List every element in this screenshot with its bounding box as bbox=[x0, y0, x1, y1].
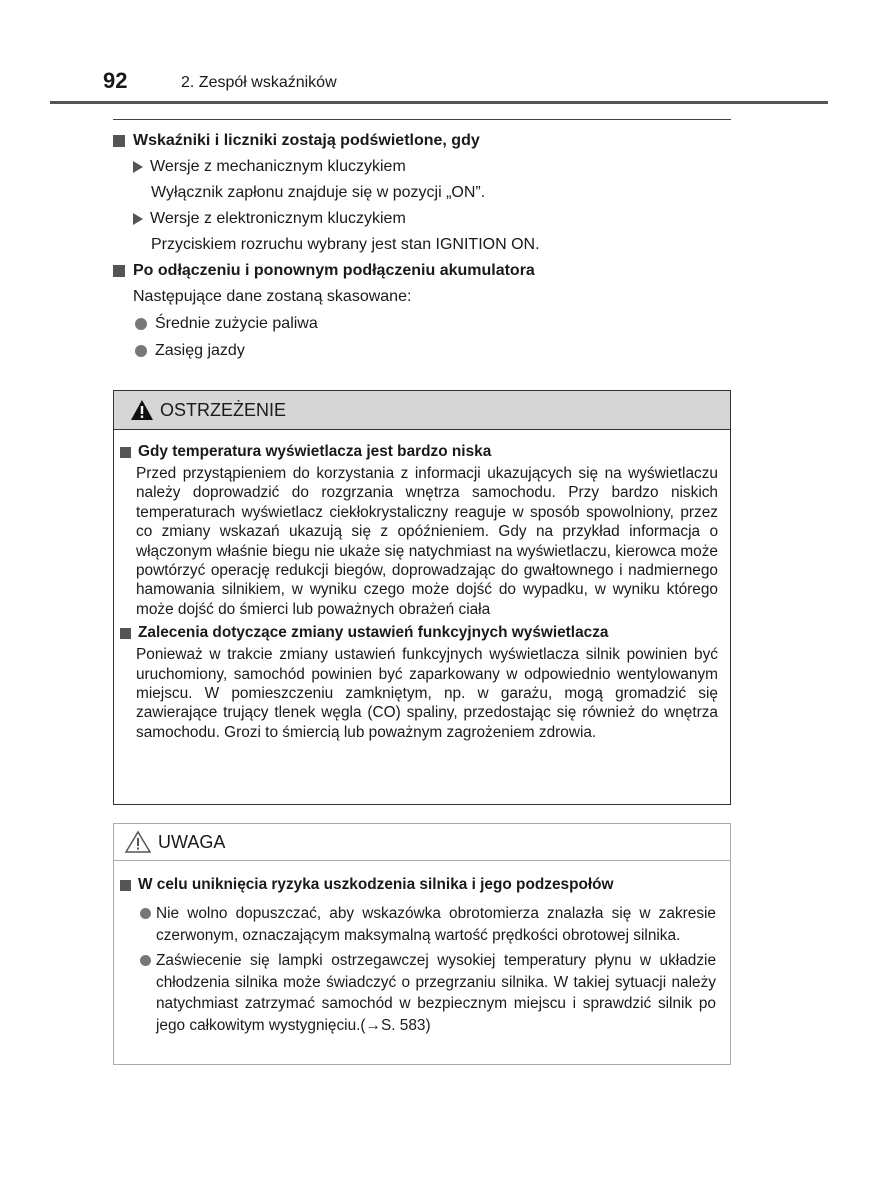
subheading-text: W celu uniknięcia ryzyka uszkodzenia silnika i jego podzespołów bbox=[138, 876, 614, 893]
variant-mechanical-key bbox=[113, 154, 731, 180]
list-item-text: Zaświecenie się lampki ostrzegawczej wysokiej temperatury płynu w układzie chłodzenia silnika może świadczyć o przegrzaniu silnika. W takiej sytuacji należy natychmiast zatrzymać samochód w bezpiecznym miejscu i sprawdzić silnik po jego całkowitym wystygnięciu.(→S. 583) bbox=[156, 952, 716, 1034]
round-bullet-icon bbox=[140, 955, 151, 966]
warning-triangle-icon bbox=[130, 399, 154, 421]
variant-description: Przyciskiem rozruchu wybrany jest stan IGNITION ON. bbox=[151, 236, 540, 253]
main-content bbox=[113, 128, 731, 364]
section-heading-text: Po odłączeniu i ponownym podłączeniu akumulatora bbox=[133, 262, 535, 279]
triangle-bullet-icon bbox=[133, 161, 143, 173]
section-heading-text: Wskaźniki i liczniki zostają podświetlone, gdy bbox=[133, 132, 480, 149]
page-header bbox=[0, 66, 880, 106]
caution-triangle-icon bbox=[124, 830, 152, 854]
list-item-text: Zasięg jazdy bbox=[155, 342, 245, 359]
round-bullet-icon bbox=[135, 318, 147, 330]
square-bullet-icon bbox=[120, 880, 131, 891]
header-rule bbox=[50, 101, 828, 104]
square-bullet-icon bbox=[120, 447, 131, 458]
list-item bbox=[120, 950, 716, 1036]
notice-header bbox=[114, 824, 730, 861]
warning-box bbox=[113, 390, 731, 805]
warning-paragraph: Ponieważ w trakcie zmiany ustawień funkcyjnych wyświetlacza silnik powinien być uruchomiony, samochód powinien być zaparkowany w odpowiednio wentylowanym miejscu. W pomieszczeniu zamkniętym, np. w garażu, mogą gromadzić się zawierające trujący tlenek węgla (CO) spaliny, przedostając się również do wnętrza samochodu. Grozi to śmiercią lub poważnym zagrożeniem zdrowia. bbox=[136, 646, 718, 741]
variant-electronic-key bbox=[113, 206, 731, 232]
section-intro: Następujące dane zostaną skasowane: bbox=[133, 288, 412, 305]
variant-label: Wersje z elektronicznym kluczykiem bbox=[150, 210, 406, 227]
list-item bbox=[113, 337, 731, 364]
subheading-text: Zalecenia dotyczące zmiany ustawień funkcyjnych wyświetlacza bbox=[138, 624, 609, 642]
variant-label: Wersje z mechanicznym kluczykiem bbox=[150, 158, 406, 175]
notice-subheading bbox=[120, 873, 716, 897]
round-bullet-icon bbox=[135, 345, 147, 357]
square-bullet-icon bbox=[113, 265, 125, 277]
triangle-bullet-icon bbox=[133, 213, 143, 225]
warning-paragraph: Przed przystąpieniem do korzystania z informacji ukazujących się na wyświetlaczu należy doprowadzić do rozgrzania wnętrza samochodu. Przy bardzo niskich temperaturach wyświetlacz ciekłokrystaliczny reaguje w sposób spowolniony, przez co zmiany wskazań ukazują się z opóźnieniem. Gdy na przykład informacja o włączonym właśnie biegu nie ukaże się natychmiast na wyświetlaczu, kierowca może powtórzyć operację redukcji biegów, doprowadzając do gwałtownego i nadmiernego hamowania silnikiem, w wyniku czego może dojść do wypadku, w wyniku którego może dojść do śmierci lub poważnych obrażeń ciała bbox=[136, 465, 718, 618]
warning-title: OSTRZEŻENIE bbox=[160, 399, 287, 420]
list-item bbox=[113, 310, 731, 337]
subheading-text: Gdy temperatura wyświetlacza jest bardzo niska bbox=[138, 443, 492, 460]
chapter-title: 2. Zespół wskaźników bbox=[181, 74, 337, 91]
warning-header bbox=[114, 391, 730, 430]
round-bullet-icon bbox=[140, 908, 151, 919]
section-rule bbox=[113, 119, 731, 120]
page-number: 92 bbox=[103, 68, 128, 93]
section-heading-illumination bbox=[113, 128, 731, 154]
variant-description: Wyłącznik zapłonu znajduje się w pozycji „ON”. bbox=[151, 184, 486, 201]
list-item-text: Nie wolno dopuszczać, aby wskazówka obrotomierza znalazła się w zakresie czerwonym, oznaczającym maksymalną wartość prędkości obrotowej silnika. bbox=[156, 905, 716, 944]
list-item-text: Średnie zużycie paliwa bbox=[155, 315, 318, 332]
notice-title: UWAGA bbox=[158, 831, 226, 852]
square-bullet-icon bbox=[120, 628, 131, 639]
warning-subheading bbox=[120, 440, 718, 464]
list-item bbox=[120, 903, 716, 946]
square-bullet-icon bbox=[113, 135, 125, 147]
section-heading-battery bbox=[113, 258, 731, 284]
warning-subheading bbox=[120, 621, 718, 645]
notice-box bbox=[113, 823, 731, 1065]
